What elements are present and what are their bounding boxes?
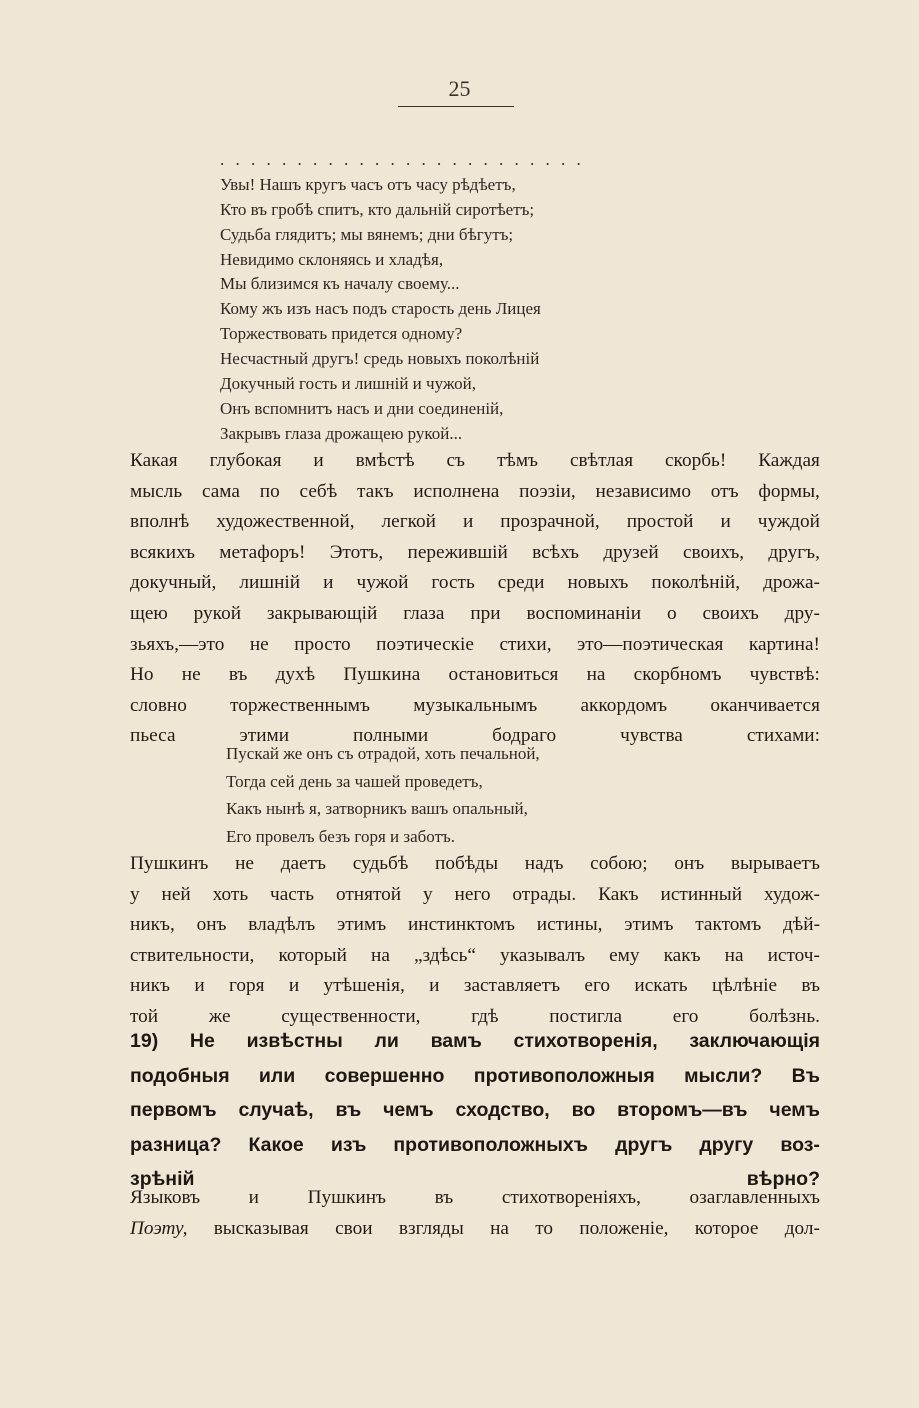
text-line: у ней хоть часть отнятой у него отрады. Какъ истинный худож- <box>130 883 820 905</box>
text-line: никъ и горя и утѣшенія, и заставляетъ его искать цѣлѣніе въ <box>130 975 820 997</box>
question-line: 19) Не извѣстны ли вамъ стихотворенія, заключающія <box>130 1030 820 1052</box>
question-line: разница? Какое изъ противоположныхъ другъ другу воз- <box>130 1133 820 1156</box>
verse-line: Кто въ гробѣ спитъ, кто дальній сиротѣетъ; <box>220 199 535 219</box>
text-line-last: той же существенности, гдѣ постигла его болѣзнь. <box>130 1005 820 1027</box>
text-line: докучный, лишній и чужой гость среди новыхъ поколѣній, дрожа- <box>130 572 820 594</box>
verse-block-lyceum <box>220 148 584 447</box>
text-line: Языковъ и Пушкинъ въ стихотвореніяхъ, озаглавленныхъ <box>130 1187 820 1208</box>
text-line: ствительности, который на „здѣсь“ указывалъ ему какъ на источ- <box>130 944 820 966</box>
verse-line: Какъ нынѣ я, затворникъ вашъ опальный, <box>226 799 528 818</box>
text-line: Но не въ духѣ Пушкина остановиться на скорбномъ чувствѣ: <box>130 664 820 686</box>
text-line: никъ, онъ владѣлъ этимъ инстинктомъ истины, этимъ тактомъ дѣй- <box>130 914 820 936</box>
text-line-rest: высказывая <box>213 1218 309 1239</box>
text-line: Поэту, высказывая свои взгляды на то положеніе, которое дол- <box>130 1213 820 1244</box>
verse-line: Торжествовать придется одному? <box>220 324 463 344</box>
verse-line: Невидимо склоняясь и хладѣя, <box>220 249 444 269</box>
verse-line: Его провелъ безъ горя и заботъ. <box>226 826 456 846</box>
verse-line: Судьба глядитъ; мы вянемъ; дни бѣгутъ; <box>220 224 514 244</box>
verse-line: Кому жъ изъ насъ подъ старость день Лицея <box>220 299 541 319</box>
question-line: подобныя или совершенно противоположныя мысли? Въ <box>130 1064 820 1087</box>
question-line: первомъ случаѣ, въ чемъ сходство, во второмъ—въ чемъ <box>130 1099 820 1121</box>
paragraph-pushkin <box>130 849 820 1033</box>
text-line: зьяхъ,—это не просто поэтическіе стихи, это—поэтическая картина! <box>130 633 820 655</box>
question-line-last: зрѣній вѣрно? <box>130 1168 820 1190</box>
header-rule <box>398 106 514 107</box>
text-line: вполнѣ художественной, легкой и прозрачной, простой и чуждой <box>130 511 820 533</box>
verse-line: Пускай же онъ съ отрадой, хоть печальной, <box>226 744 540 763</box>
text-line: словно торжественнымъ музыкальнымъ аккордомъ оканчивается <box>130 694 820 716</box>
text-line: Пушкинъ не даетъ судьбѣ побѣды надъ собою; онъ вырываетъ <box>130 853 820 874</box>
page-number: 25 <box>448 76 471 101</box>
paragraph-yazykov <box>130 1182 820 1244</box>
question-19 <box>130 1024 820 1197</box>
verse-line: Онъ вспомнитъ насъ и дни соединеній, <box>220 398 504 418</box>
verse-line: Мы близимся къ началу своему... <box>220 274 460 294</box>
text-line: щею рукой закрывающій глаза при воспоминаніи о своихъ дру- <box>130 602 820 624</box>
verse-line: Закрывъ глаза дрожащею рукой... <box>220 423 463 443</box>
text-line-last: пьеса этими полными бодраго чувства стихами: <box>130 725 820 747</box>
text-line: мысль сама по себѣ такъ исполнена поэзіи, независимо отъ формы, <box>130 480 820 502</box>
text-line: Какая глубокая и вмѣстѣ съ тѣмъ свѣтлая скорбь! Каждая <box>130 450 820 471</box>
ellipsis-dots: . . . . . . . . . . . . . . . . . . . . . . . . <box>220 150 585 169</box>
verse-block-closing <box>226 740 540 850</box>
poem-title-italic: Поэту, <box>130 1218 188 1239</box>
verse-line: Несчастный другъ! средь новыхъ поколѣній <box>220 349 540 369</box>
text-line: всякихъ метафоръ! Этотъ, пережившій всѣхъ друзей своихъ, другъ, <box>130 541 820 563</box>
verse-line: Увы! Нашъ кругъ часъ отъ часу рѣдѣетъ, <box>220 174 516 194</box>
paragraph-commentary <box>130 446 820 752</box>
verse-line: Докучный гость и лишній и чужой, <box>220 374 477 394</box>
verse-line: Тогда сей день за чашей проведетъ, <box>226 771 483 791</box>
